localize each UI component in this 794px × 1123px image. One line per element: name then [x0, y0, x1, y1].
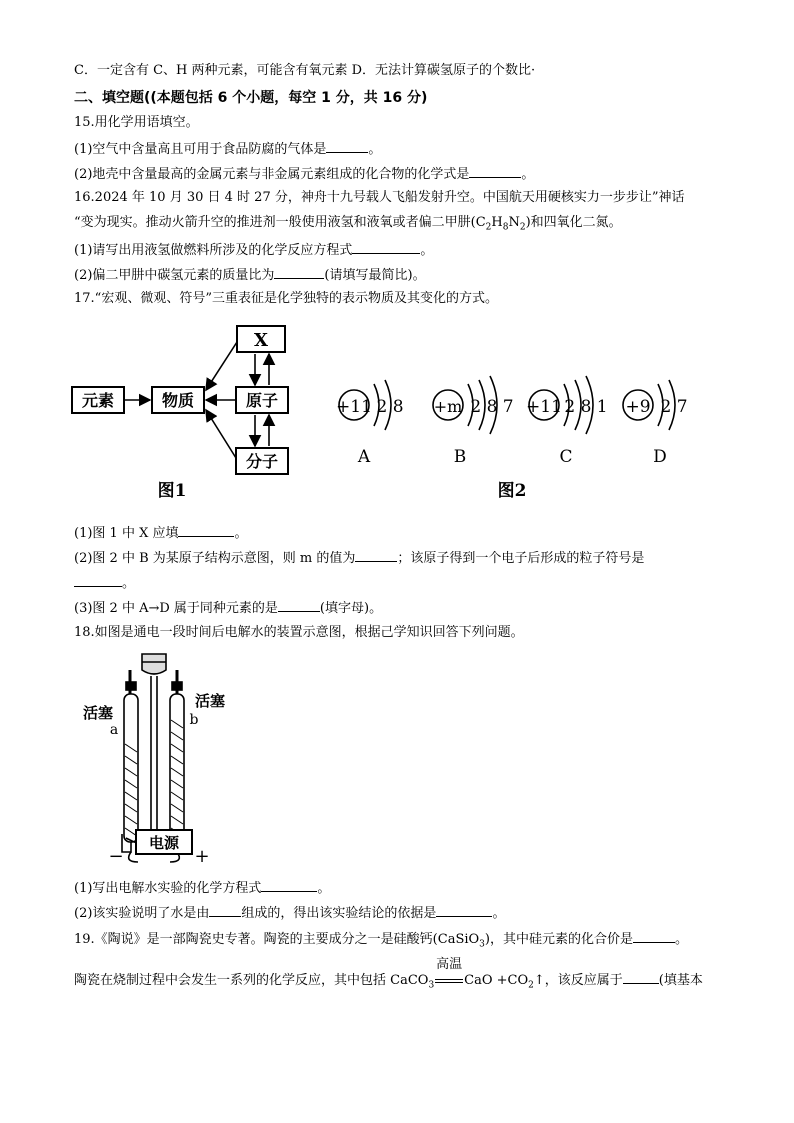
answer-blank[interactable]: [209, 903, 241, 917]
question-18: 18.如图是通电一段时间后电解水的装置示意图，根据己学知识回答下列问题。: [74, 625, 524, 640]
svg-text:2 8 7: 2 8 7: [470, 397, 514, 417]
answer-blank[interactable]: [352, 240, 420, 254]
question-15: 15.用化学用语填空。: [74, 115, 199, 130]
question-18-1: (1)写出电解水实验的化学方程式 。: [74, 878, 330, 898]
atom-c-nucleus: +11: [526, 397, 562, 417]
svg-text:−: −: [108, 846, 124, 867]
svg-text:图2: 图2: [497, 481, 527, 501]
question-19-line-1: 19.《陶说》是一部陶瓷史专著。陶瓷的主要成分之一是硅酸钙(CaSiO$_3$)，其中硅元素的化合价是 。: [74, 929, 688, 954]
answer-blank[interactable]: [326, 139, 368, 153]
svg-text:原子: 原子: [245, 391, 279, 410]
svg-text:物质: 物质: [161, 391, 195, 410]
question-16-line-1: 16.2024 年 10 月 30 日 4 时 27 分，神舟十九号载人飞船发射升空。中国航天用硬核实力一步步让”神话: [74, 190, 685, 205]
svg-text:2 8 1: 2 8 1: [564, 397, 608, 417]
answer-blank[interactable]: [278, 598, 320, 612]
question-17: 17.“宏观、微观、符号”三重表征是化学独特的表示物质及其变化的方式。: [74, 291, 498, 306]
question-16-1: (1)请写出用液氢做燃料所涉及的化学反应方程式 。: [74, 240, 433, 260]
figure-1-concept-map: [64, 320, 304, 505]
question-17-2: (2)图 2 中 B 为某原子结构示意图，则 m 的值为 ；该原子得到一个电子后形成的粒子符号是: [74, 548, 644, 568]
answer-blank[interactable]: [261, 878, 317, 892]
question-16-line-2: “变为现实。推动火箭升空的推进剂一般使用液氢和液氧或者偏二甲肼$(C_2H_8N_2)$和四氧化二氮。: [74, 215, 622, 233]
svg-text:b: b: [189, 712, 199, 728]
svg-text:分子: 分子: [245, 452, 279, 471]
atom-a-nucleus: +11: [336, 397, 372, 417]
question-17-3: (3)图 2 中 A→D 属于同种元素的是 (填字母)。: [74, 598, 382, 618]
svg-text:图1: 图1: [157, 481, 187, 501]
question-16-2: (2)偏二甲肼中碳氢元素的质量比为 (请填写最简比)。: [74, 265, 426, 285]
answer-blank[interactable]: [74, 573, 122, 587]
question-18-2: (2)该实验说明了水是由 组成的，得出该实验结论的依据是 。: [74, 903, 505, 923]
svg-text:电源: 电源: [148, 834, 180, 852]
question-17-1: (1)图 1 中 X 应填 。: [74, 523, 248, 543]
answer-blank[interactable]: [469, 164, 521, 178]
answer-blank[interactable]: [623, 970, 659, 984]
option-c-d-line: C．一定含有 C、H 两种元素，可能含有氧元素 D．无法计算碳氢原子的个数比·: [74, 63, 536, 78]
svg-text:A: A: [357, 447, 371, 467]
reaction-condition: 高温: [436, 957, 463, 972]
figure-2-atom-diagrams: [330, 370, 710, 505]
atom-b-nucleus: +m: [433, 397, 463, 416]
answer-blank[interactable]: [633, 929, 675, 943]
svg-text:活塞: 活塞: [194, 692, 226, 710]
answer-blank[interactable]: [178, 523, 234, 537]
question-17-2-cont: 。: [74, 573, 135, 593]
question-19-line-2: 陶瓷在烧制过程中会发生一系列的化学反应，其中包括 CaCO$_3$ 高温 CaO $+CO_2↑$，该反应属于 (填基本: [74, 957, 703, 991]
svg-text:D: D: [653, 447, 667, 467]
svg-text:a: a: [109, 722, 119, 738]
svg-text:2 8: 2 8: [376, 397, 404, 417]
atom-d-nucleus: +9: [625, 397, 651, 417]
svg-text:元素: 元素: [81, 391, 115, 410]
svg-text:+: +: [194, 846, 210, 867]
question-15-2: (2)地壳中含量最高的金属元素与非金属元素组成的化合物的化学式是 。: [74, 164, 534, 184]
figure-electrolysis-apparatus: [74, 648, 234, 868]
svg-text:活塞: 活塞: [82, 704, 114, 722]
answer-blank[interactable]: [274, 265, 324, 279]
svg-text:B: B: [453, 447, 467, 467]
svg-text:2 7: 2 7: [660, 397, 688, 417]
question-15-1: (1)空气中含量高且可用于食品防腐的气体是 。: [74, 139, 381, 159]
svg-text:X: X: [254, 330, 268, 351]
answer-blank[interactable]: [355, 548, 397, 562]
svg-text:C: C: [559, 447, 573, 467]
answer-blank[interactable]: [436, 903, 492, 917]
section-heading: 二、填空题((本题包括 6 个小题，每空 1 分，共 16 分): [74, 90, 428, 106]
